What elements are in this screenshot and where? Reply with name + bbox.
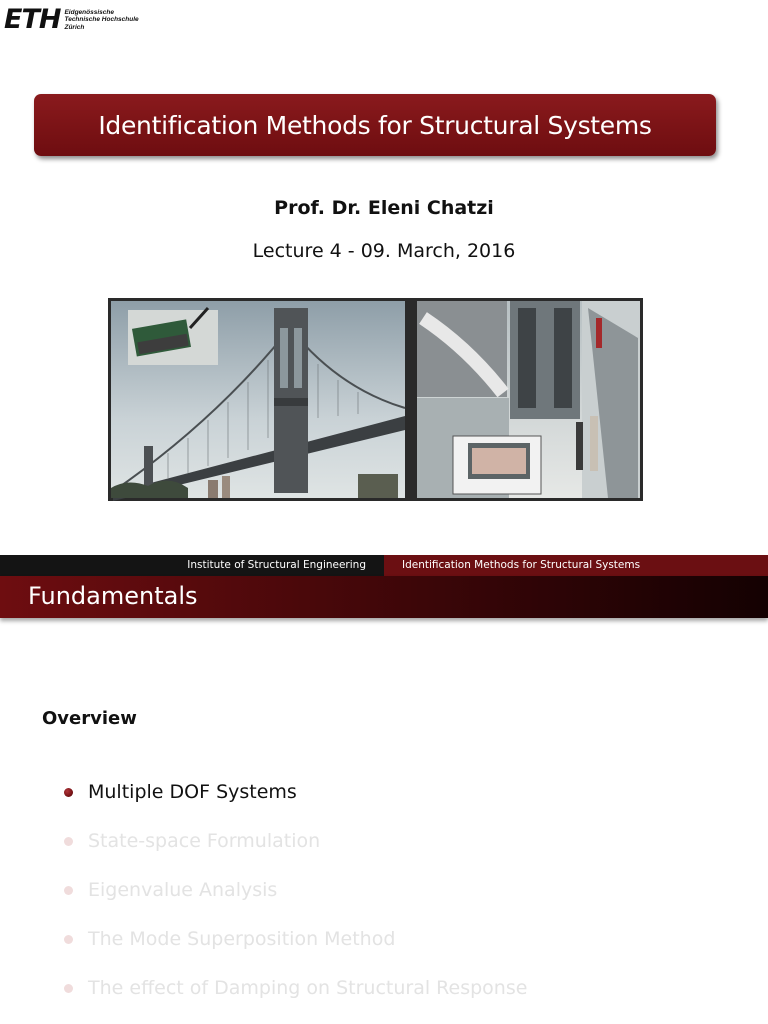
list-item-label: State-space Formulation xyxy=(88,830,321,852)
field-test-collage xyxy=(417,301,640,498)
list-item-label: The Mode Superposition Method xyxy=(88,928,396,950)
list-item xyxy=(64,973,527,1003)
bullet-icon xyxy=(64,984,73,993)
bridge-image xyxy=(111,301,405,501)
list-item xyxy=(64,777,297,807)
lecture-info: Lecture 4 - 09. March, 2016 xyxy=(252,240,516,262)
header-course-title[interactable]: Identification Methods for Structural Systems xyxy=(384,555,768,576)
eth-logo-text xyxy=(64,9,138,32)
bridge-photo-collage xyxy=(108,298,643,501)
sensor-board-image xyxy=(128,308,218,365)
list-item-label: Eigenvalue Analysis xyxy=(88,879,278,901)
presentation-title: Identification Methods for Structural Systems xyxy=(98,110,652,140)
content-slide xyxy=(0,555,768,1024)
section-heading: Overview xyxy=(42,708,137,729)
list-item xyxy=(64,875,277,905)
bullet-icon xyxy=(64,788,73,797)
bullet-icon xyxy=(64,935,73,944)
eth-logo xyxy=(4,6,139,34)
list-item xyxy=(64,924,395,954)
author-name: Prof. Dr. Eleni Chatzi xyxy=(274,197,494,219)
header-institute[interactable]: Institute of Structural Engineering xyxy=(0,555,384,576)
bullet-icon xyxy=(64,837,73,846)
eth-logo-mark: ETH xyxy=(4,4,61,35)
title-box xyxy=(34,94,716,156)
list-item xyxy=(64,826,320,856)
list-item-label: Multiple DOF Systems xyxy=(88,781,297,803)
eth-logo-line: Technische Hochschule xyxy=(64,16,139,24)
eth-logo-line: Eidgenössische xyxy=(64,8,114,16)
eth-logo-line: Zürich xyxy=(64,23,85,31)
header-bar xyxy=(0,555,768,576)
frame-title: Fundamentals xyxy=(28,582,198,610)
bullet-icon xyxy=(64,886,73,895)
frame-title-bar xyxy=(0,576,768,618)
list-item-label: The effect of Damping on Structural Response xyxy=(88,977,528,999)
